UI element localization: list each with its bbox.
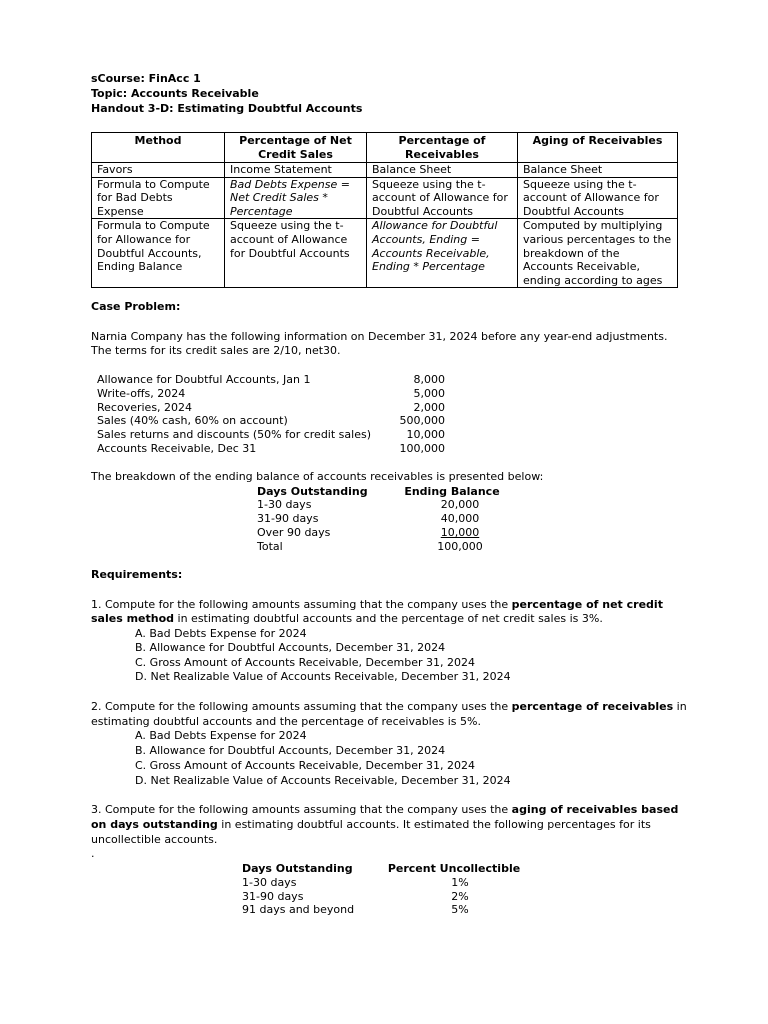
requirement-1-emphasis: percentage of net credit [511,598,663,611]
aging-row-value: 5% [451,903,469,916]
requirement-1-line2 [91,612,603,626]
methods-table [91,132,678,288]
table-cell: Computed by multiplying various percentages to the breakdown of the Accounts Receivable, ending according to ages [518,219,678,288]
aging-row-label: 1-30 days [242,876,297,889]
requirement-1-item-b: B. Allowance for Doubtful Accounts, December 31, 2024 [135,641,446,654]
table-cell: Bad Debts Expense = Net Credit Sales * Percentage [225,177,367,219]
table-cell: Squeeze using the t-account of Allowance for Doubtful Accounts [367,177,518,219]
breakdown-row-label: Total [257,540,283,553]
aging-row-label: 31-90 days [242,890,304,903]
breakdown-row-value: 100,000 [437,540,483,553]
requirement-3-emphasis: on days outstanding [91,818,218,831]
list-item-value: 500,000 [399,414,445,427]
breakdown-row-value-underlined: 10,000 [440,526,480,539]
requirement-3-text: 3. Compute for the following amounts assuming that the company uses the [91,803,512,816]
table-cell: Allowance for Doubtful Accounts, Ending = Accounts Receivable, Ending * Percentage [367,219,518,288]
table-row [92,177,678,219]
course-title: sCourse: FinAcc 1 [91,72,201,85]
list-item-value: 2,000 [413,401,445,414]
breakdown-row-value: 20,000 [440,498,480,511]
table-row [92,219,678,288]
list-item-label: Sales (40% cash, 60% on account) [97,414,288,427]
requirement-3-emphasis: aging of receivables based [511,803,679,816]
table-header-cell: Percentage of Net Credit Sales [225,133,367,163]
requirements-heading: Requirements: [91,568,183,581]
requirement-2-text: 2. Compute for the following amounts assuming that the company uses the [91,700,512,713]
requirement-2-item-c: C. Gross Amount of Accounts Receivable, December 31, 2024 [135,759,475,772]
case-intro-line2: The terms for its credit sales are 2/10, net30. [91,344,341,357]
requirement-2-item-b: B. Allowance for Doubtful Accounts, December 31, 2024 [135,744,446,757]
requirement-3-line2 [91,818,651,832]
table-cell: Favors [92,163,225,178]
aging-header-percent: Percent Uncollectible [387,862,521,875]
table-row [92,163,678,178]
aging-row-value: 2% [451,890,469,903]
requirement-1-item-a: A. Bad Debts Expense for 2024 [135,627,307,640]
aging-header-days: Days Outstanding [242,862,353,875]
breakdown-row-label: Over 90 days [257,526,331,539]
requirement-3-line1 [91,803,678,817]
table-cell: Income Statement [225,163,367,178]
aging-row-value: 1% [451,876,469,889]
breakdown-row-label: 1-30 days [257,498,312,511]
table-header-row [92,133,678,163]
requirement-1-emphasis: sales method [91,612,175,625]
requirement-3-line3: uncollectible accounts. [91,833,218,846]
list-item-value: 5,000 [413,387,445,400]
table-header-cell: Method [92,133,225,163]
requirement-2-item-d: D. Net Realizable Value of Accounts Receivable, December 31, 2024 [135,774,511,787]
breakdown-intro: The breakdown of the ending balance of accounts receivables is presented below: [91,470,544,483]
requirement-1-item-c: C. Gross Amount of Accounts Receivable, December 31, 2024 [135,656,475,669]
list-item-value: 100,000 [399,442,445,455]
table-cell: Formula to Compute for Bad Debts Expense [92,177,225,219]
breakdown-header-days: Days Outstanding [257,485,368,498]
requirement-2-emphasis: percentage of receivables [511,700,674,713]
case-heading: Case Problem: [91,300,181,313]
list-item-value: 8,000 [413,373,445,386]
table-header-cell: Aging of Receivables [518,133,678,163]
list-item-label: Sales returns and discounts (50% for credit sales) [97,428,371,441]
table-cell: Squeeze using the t-account of Allowance for Doubtful Accounts [225,219,367,288]
requirement-2-line2: estimating doubtful accounts and the percentage of receivables is 5%. [91,715,481,728]
list-item-label: Recoveries, 2024 [97,401,193,414]
aging-row-label: 91 days and beyond [242,903,355,916]
requirement-1-text: in estimating doubtful accounts and the percentage of net credit sales is 3%. [174,612,603,625]
requirement-3-text: in estimating doubtful accounts. It estimated the following percentages for its [217,818,651,831]
breakdown-row-value [410,526,510,540]
breakdown-header-balance: Ending Balance [404,485,500,498]
case-intro-line1: Narnia Company has the following information on December 31, 2024 before any year-end adjustments. [91,330,668,343]
table-cell: Formula to Compute for Allowance for Doubtful Accounts, Ending Balance [92,219,225,288]
list-item-label: Accounts Receivable, Dec 31 [97,442,257,455]
requirement-1-text: 1. Compute for the following amounts assuming that the company uses the [91,598,512,611]
list-item-label: Allowance for Doubtful Accounts, Jan 1 [97,373,311,386]
requirement-2-text: in [673,700,687,713]
breakdown-row-value: 40,000 [440,512,480,525]
handout-title: Handout 3-D: Estimating Doubtful Accounts [91,102,363,115]
topic-title: Topic: Accounts Receivable [91,87,259,100]
requirement-2-item-a: A. Bad Debts Expense for 2024 [135,729,307,742]
list-item-value: 10,000 [406,428,445,441]
table-cell: Balance Sheet [518,163,678,178]
list-item-label: Write-offs, 2024 [97,387,186,400]
requirement-1-line1 [91,598,663,612]
breakdown-row-label: 31-90 days [257,512,319,525]
requirement-2-line1 [91,700,687,714]
table-header-cell: Percentage of Receivables [367,133,518,163]
requirement-1-item-d: D. Net Realizable Value of Accounts Receivable, December 31, 2024 [135,670,511,683]
table-cell: Balance Sheet [367,163,518,178]
table-cell: Squeeze using the t-account of Allowance for Doubtful Accounts [518,177,678,219]
stray-dot: . [91,847,95,860]
